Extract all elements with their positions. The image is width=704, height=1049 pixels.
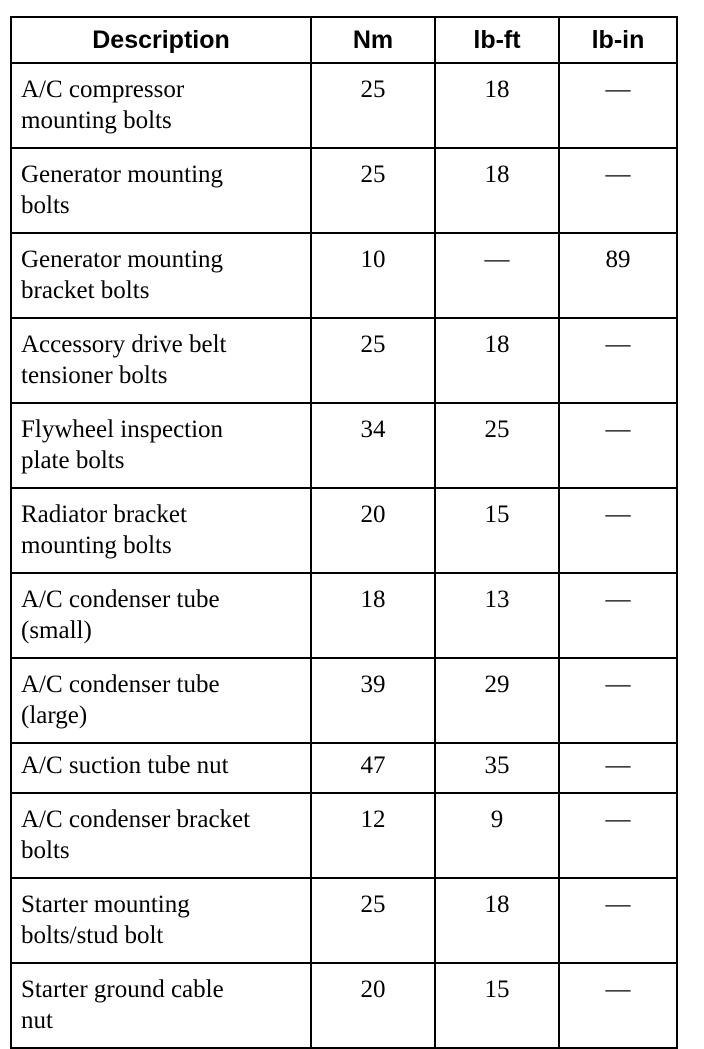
row-description bbox=[11, 63, 311, 148]
row-nm: 12 bbox=[311, 793, 435, 878]
row-lb-ft: 25 bbox=[435, 403, 559, 488]
row-lb-ft: 18 bbox=[435, 878, 559, 963]
desc-line-1: Generator mounting bbox=[21, 246, 224, 273]
table-row bbox=[11, 63, 677, 148]
desc-line-1: A/C suction tube nut bbox=[21, 752, 229, 779]
desc-line-1: A/C condenser tube bbox=[21, 586, 220, 613]
table-row bbox=[11, 793, 677, 878]
row-description bbox=[11, 658, 311, 743]
table-header-row bbox=[11, 17, 677, 63]
row-nm: 34 bbox=[311, 403, 435, 488]
row-lb-ft: 29 bbox=[435, 658, 559, 743]
desc-line-2: nut bbox=[21, 1007, 53, 1034]
row-nm: 10 bbox=[311, 233, 435, 318]
row-description bbox=[11, 573, 311, 658]
header-lb-in: lb-in bbox=[559, 17, 677, 63]
torque-spec-table bbox=[10, 16, 678, 1049]
row-lb-in: — bbox=[559, 403, 677, 488]
desc-line-1: Generator mounting bbox=[21, 161, 224, 188]
desc-line-1: Starter mounting bbox=[21, 891, 190, 918]
desc-line-2: bracket bolts bbox=[21, 277, 150, 304]
row-lb-in: 89 bbox=[559, 233, 677, 318]
row-lb-in: — bbox=[559, 148, 677, 233]
row-lb-ft: 18 bbox=[435, 318, 559, 403]
row-lb-ft: 18 bbox=[435, 63, 559, 148]
desc-line-1: A/C condenser tube bbox=[21, 671, 220, 698]
table-row bbox=[11, 658, 677, 743]
row-nm: 47 bbox=[311, 743, 435, 793]
row-lb-in: — bbox=[559, 63, 677, 148]
table-row bbox=[11, 233, 677, 318]
row-description bbox=[11, 403, 311, 488]
row-nm: 25 bbox=[311, 318, 435, 403]
desc-line-2: bolts bbox=[21, 192, 70, 219]
header-lb-ft: lb-ft bbox=[435, 17, 559, 63]
desc-line-1: Radiator bracket bbox=[21, 501, 187, 528]
row-description bbox=[11, 793, 311, 878]
table-row bbox=[11, 148, 677, 233]
row-lb-in: — bbox=[559, 743, 677, 793]
row-lb-ft: 13 bbox=[435, 573, 559, 658]
desc-line-2: mounting bolts bbox=[21, 532, 172, 559]
desc-line-2: mounting bolts bbox=[21, 107, 172, 134]
row-lb-ft: 15 bbox=[435, 488, 559, 573]
desc-line-1: A/C compressor bbox=[21, 76, 185, 103]
row-nm: 20 bbox=[311, 488, 435, 573]
table-row bbox=[11, 318, 677, 403]
row-description bbox=[11, 318, 311, 403]
desc-line-1: Starter ground cable bbox=[21, 976, 224, 1003]
row-lb-in: — bbox=[559, 878, 677, 963]
row-nm: 39 bbox=[311, 658, 435, 743]
header-description: Description bbox=[11, 17, 311, 63]
table-row bbox=[11, 573, 677, 658]
row-nm: 25 bbox=[311, 878, 435, 963]
row-nm: 18 bbox=[311, 573, 435, 658]
row-description bbox=[11, 878, 311, 963]
row-lb-in: — bbox=[559, 793, 677, 878]
row-nm: 20 bbox=[311, 963, 435, 1048]
row-lb-ft: 9 bbox=[435, 793, 559, 878]
table-row bbox=[11, 488, 677, 573]
row-lb-in: — bbox=[559, 488, 677, 573]
row-lb-in: — bbox=[559, 658, 677, 743]
row-nm: 25 bbox=[311, 63, 435, 148]
row-lb-in: — bbox=[559, 963, 677, 1048]
row-description bbox=[11, 743, 311, 793]
desc-line-2: (small) bbox=[21, 617, 92, 644]
row-description bbox=[11, 148, 311, 233]
row-lb-ft: 18 bbox=[435, 148, 559, 233]
row-lb-ft: — bbox=[435, 233, 559, 318]
row-lb-ft: 35 bbox=[435, 743, 559, 793]
table-row bbox=[11, 743, 677, 793]
desc-line-1: Flywheel inspection bbox=[21, 416, 224, 443]
desc-line-2: plate bolts bbox=[21, 447, 125, 474]
table-row bbox=[11, 403, 677, 488]
row-nm: 25 bbox=[311, 148, 435, 233]
row-lb-in: — bbox=[559, 573, 677, 658]
header-nm: Nm bbox=[311, 17, 435, 63]
desc-line-2: bolts bbox=[21, 837, 70, 864]
row-description bbox=[11, 488, 311, 573]
desc-line-2: tensioner bolts bbox=[21, 362, 168, 389]
desc-line-1: Accessory drive belt bbox=[21, 331, 227, 358]
row-lb-ft: 15 bbox=[435, 963, 559, 1048]
table-row bbox=[11, 963, 677, 1048]
row-lb-in: — bbox=[559, 318, 677, 403]
row-description bbox=[11, 233, 311, 318]
table-row bbox=[11, 878, 677, 963]
row-description bbox=[11, 963, 311, 1048]
desc-line-2: bolts/stud bolt bbox=[21, 922, 164, 949]
desc-line-2: (large) bbox=[21, 702, 88, 729]
desc-line-1: A/C condenser bracket bbox=[21, 806, 251, 833]
